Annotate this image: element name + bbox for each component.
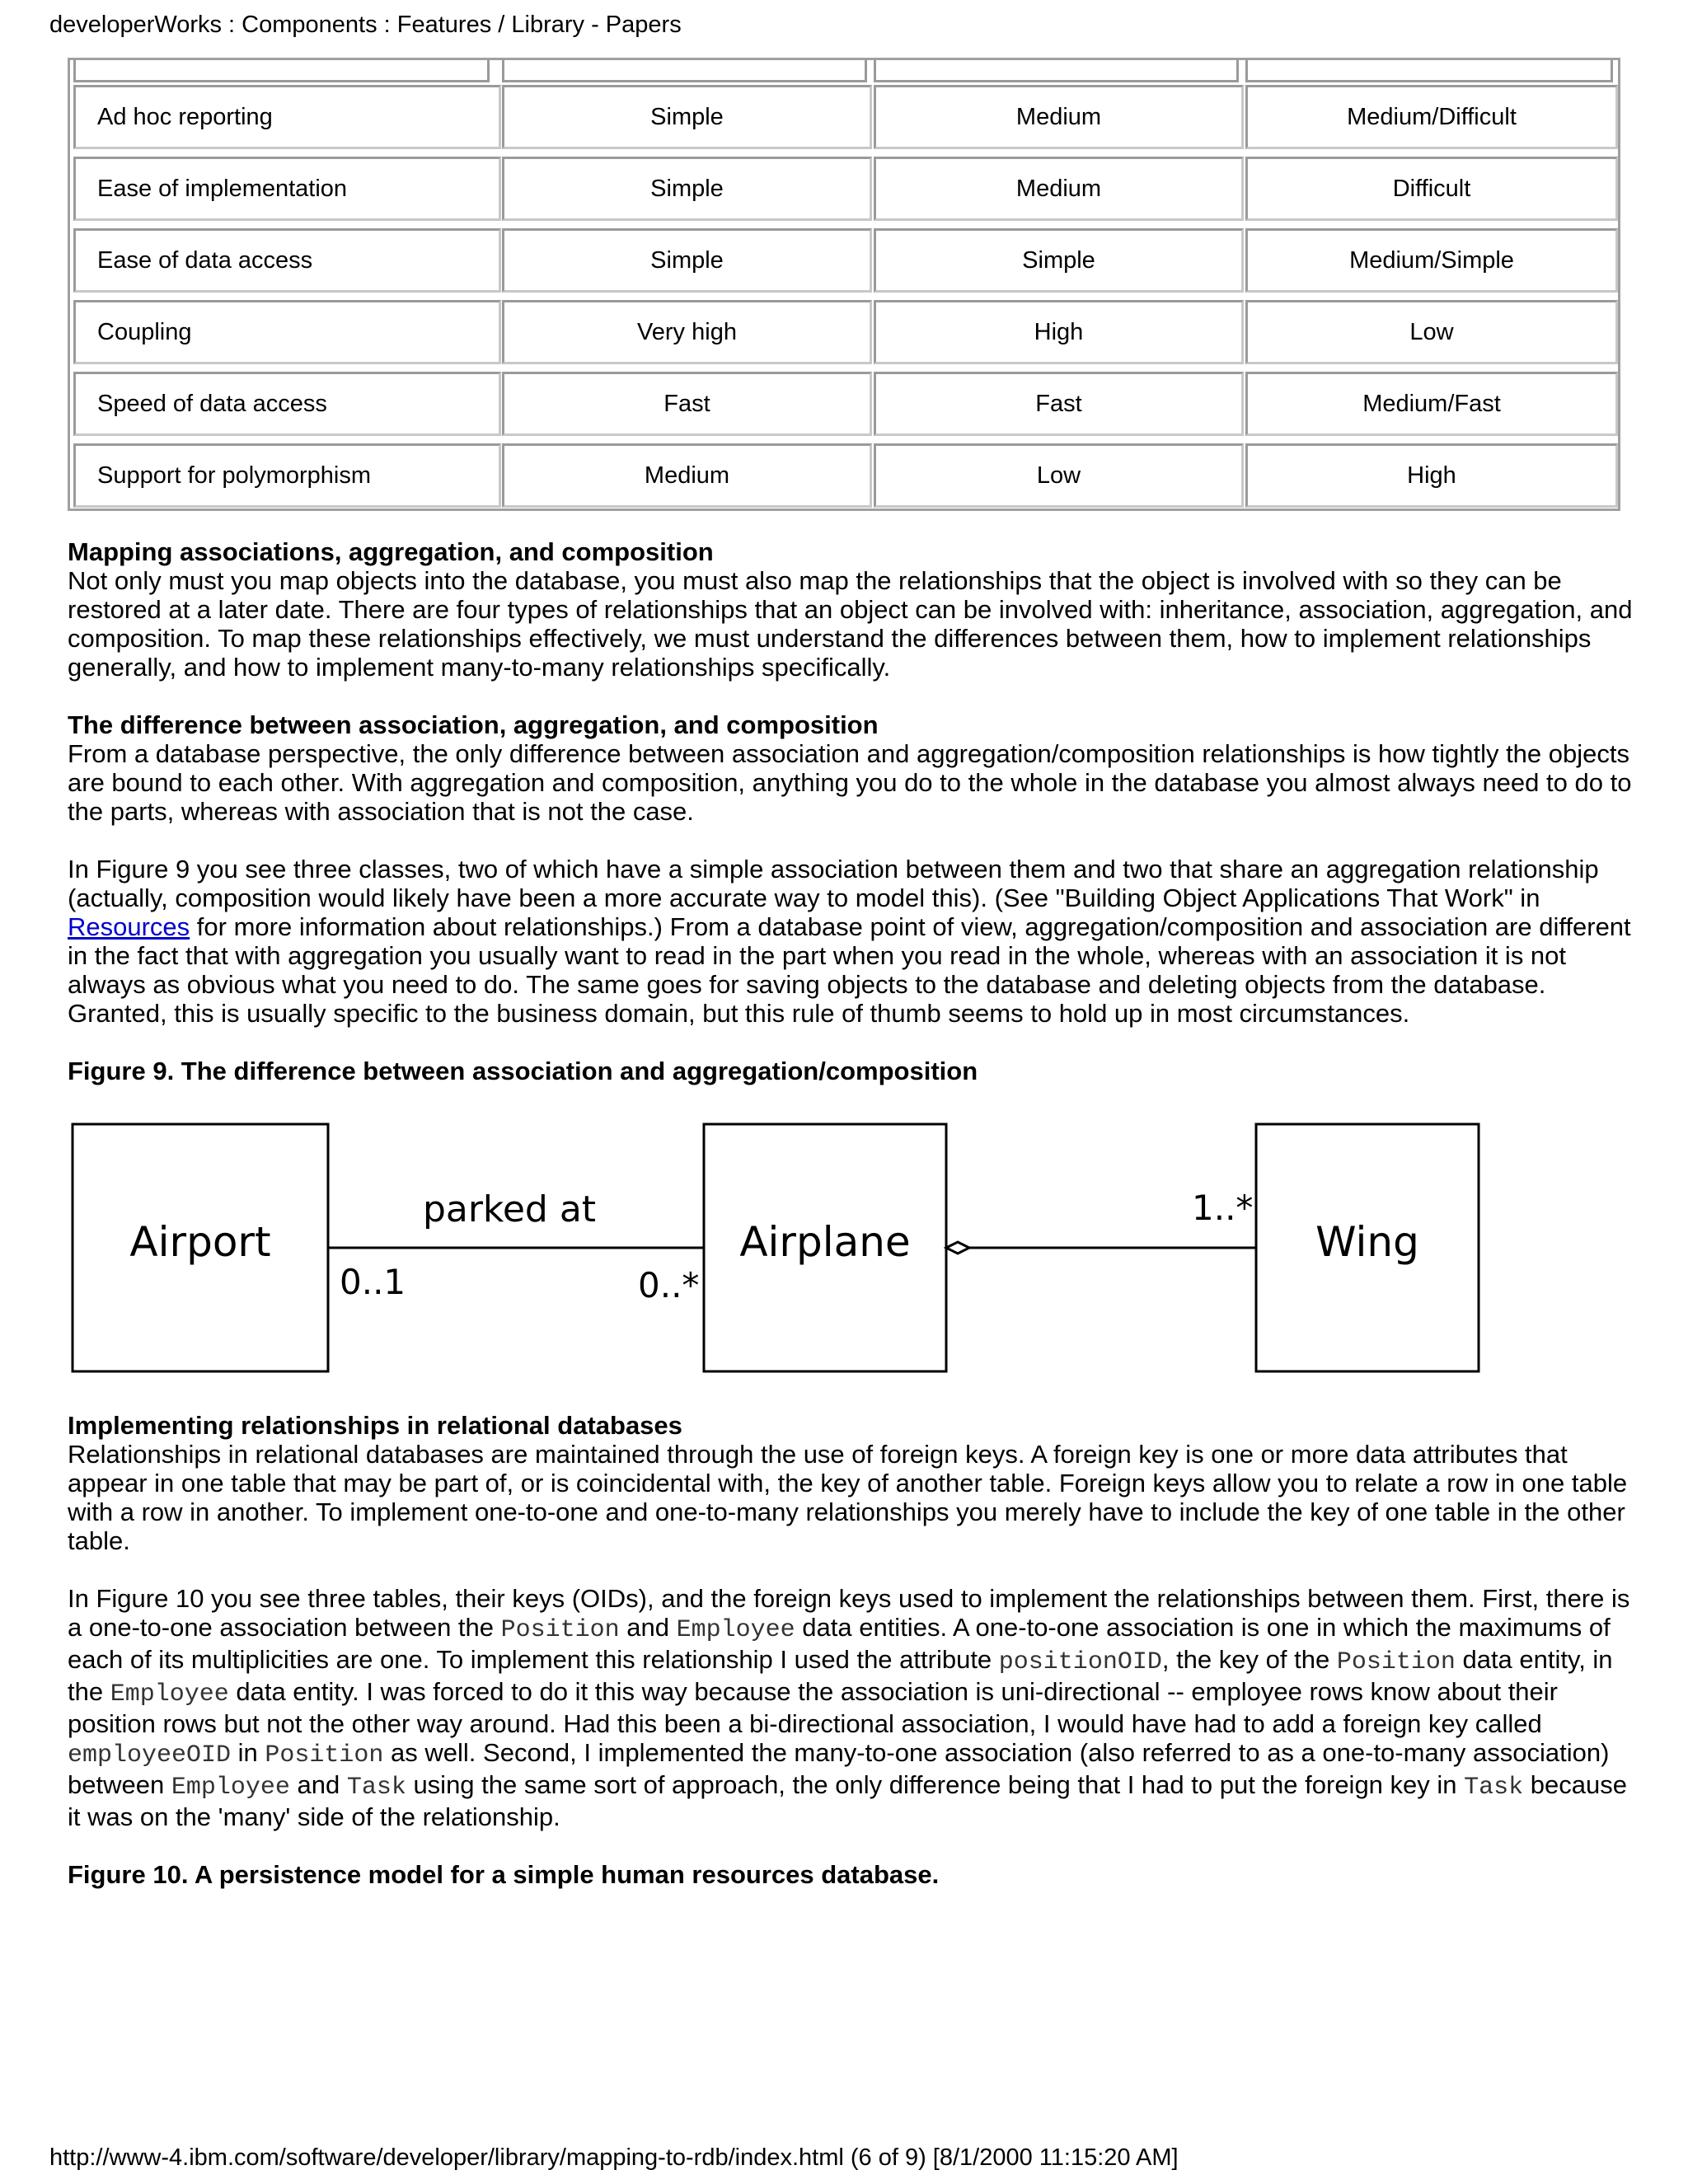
table-row — [70, 300, 1618, 371]
text-run: data entity, in the — [68, 1645, 1613, 1706]
table-cell-value-3: High — [1245, 443, 1618, 508]
table-cell-value-1: Simple — [502, 157, 872, 221]
code-term: Position — [265, 1741, 384, 1769]
code-term: Employee — [171, 1774, 290, 1802]
text-run: and — [619, 1613, 677, 1642]
text-run: using the same sort of approach, the only difference being that I had to put the foreign key in — [406, 1770, 1465, 1799]
text-run: for more information about relationships.) From a database point of view, aggregation/composition and association are different in the fact that with aggregation you usually want to read in the part when you read in the whole, whereas with an association it is not always as obvious what you need to do. The same goes for saving objects to the database and deleting objects from the database. Granted, this is usually specific to the business domain, but this rule of thumb seems to hold up in most circumstances. — [68, 912, 1631, 1028]
airplane-class-label: Airplane — [739, 1218, 911, 1266]
paragraph-implementing: Relationships in relational databases are maintained through the use of foreign keys. A foreign key is one or more data attributes that appear in one table that may be part of, or is coincidental with, the key of another table. Foreign keys allow you to relate a row in one table with a row in another. To implement one-to-one and one-to-many relationships you merely have to include the key of one table in the other table. — [68, 1440, 1628, 1555]
table-cell-feature: Ease of data access — [73, 228, 501, 293]
code-term: Position — [1336, 1648, 1456, 1676]
table-top-strip — [70, 60, 1618, 85]
text-run: as well. Second, I implemented the many-to-one association (also referred to as a one-to-many association) between — [68, 1738, 1610, 1799]
table-cell-value-1: Fast — [502, 372, 872, 436]
table-cell-value-3: Low — [1245, 300, 1618, 364]
table-cell-value-1: Simple — [502, 85, 872, 149]
text-run: and — [289, 1770, 347, 1799]
table-cell-value-1: Simple — [502, 228, 872, 293]
code-term: Position — [500, 1616, 620, 1644]
table-row — [70, 157, 1618, 227]
table-cell-value-2: Fast — [874, 372, 1244, 436]
table-row — [70, 372, 1618, 443]
text-run: because it was on the 'many' side of the relationship. — [68, 1770, 1627, 1831]
text-run: , the key of the — [1161, 1645, 1337, 1674]
text-run: data entities. A one-to-one association is one in which the maximums of each of its multiplicities are one. To implement this relationship I used the attribute — [68, 1613, 1611, 1674]
article-body — [68, 537, 1634, 1918]
table-row — [70, 228, 1618, 299]
code-term: Task — [1464, 1774, 1524, 1802]
table-row — [70, 443, 1618, 514]
page-header-breadcrumb: developerWorks : Components : Features / Library - Papers — [49, 12, 682, 38]
code-term: Task — [346, 1774, 406, 1802]
comparison-table — [68, 58, 1620, 511]
paragraph-mapping: Not only must you map objects into the database, you must also map the relationships that the object is involved with so they can be restored at a later date. There are four types of relationships that an object can be involved with: inheritance, association, aggregation, and composition. To map these relationships effectively, we must understand the differences between them, how to implement relationships generally, and how to implement many-to-many relationships specifically. — [68, 566, 1633, 682]
table-cell-feature: Support for polymorphism — [73, 443, 501, 508]
table-cell-value-1: Very high — [502, 300, 872, 364]
table-cell-value-1: Medium — [502, 443, 872, 508]
table-cell-value-3: Medium/Difficult — [1245, 85, 1618, 149]
section-heading-mapping: Mapping associations, aggregation, and composition — [68, 537, 714, 566]
table-cell-value-3: Medium/Simple — [1245, 228, 1618, 293]
figure9-title: Figure 9. The difference between association and aggregation/composition — [68, 1057, 978, 1085]
table-cell-value-2: High — [874, 300, 1244, 364]
resources-link[interactable]: Resources — [68, 912, 190, 941]
code-term: Employee — [676, 1616, 795, 1644]
table-cell-value-2: Medium — [874, 85, 1244, 149]
paragraph-figure10-intro — [68, 1584, 1634, 1831]
wing-class-label: Wing — [1315, 1218, 1419, 1266]
figure10-title: Figure 10. A persistence model for a simple human resources database. — [68, 1860, 940, 1889]
table-cell-feature: Ease of implementation — [73, 157, 501, 221]
aggregation-diamond — [946, 1242, 969, 1254]
code-term: positionOID — [998, 1648, 1162, 1676]
section-heading-difference: The difference between association, aggregation, and composition — [68, 710, 879, 739]
association-label: parked at — [422, 1188, 597, 1230]
text-run: data entity. I was forced to do it this way because the association is uni-directional -- employee rows know about their position rows but not the other way around. Had this been a bi-directional association, I would have had to add a foreign key called — [68, 1677, 1558, 1738]
page-footer-url: http://www-4.ibm.com/software/developer/library/mapping-to-rdb/index.html (6 of 9) [8/1/2000 11:15:20 AM] — [49, 2144, 1179, 2171]
table-cell-value-2: Low — [874, 443, 1244, 508]
paragraph-difference: From a database perspective, the only difference between association and aggregation/composition relationships is how tightly the objects are bound to each other. With aggregation and composition, anything you do to the whole in the database you almost always need to do to the parts, whereas with association that is not the case. — [68, 739, 1632, 826]
table-cell-value-2: Simple — [874, 228, 1244, 293]
table-cell-value-3: Medium/Fast — [1245, 372, 1618, 436]
text-run: in — [231, 1738, 265, 1767]
code-term: employeeOID — [68, 1741, 232, 1769]
code-term: Employee — [110, 1680, 229, 1708]
paragraph-figure9-intro — [68, 855, 1634, 1028]
table-cell-feature: Speed of data access — [73, 372, 501, 436]
text-run: In Figure 9 you see three classes, two of which have a simple association between them and two that share an aggregation relationship (actually, composition would likely have been a more accurate way to model this). (See "Building Object Applications That Work" in — [68, 855, 1599, 912]
airport-class-label: Airport — [129, 1218, 271, 1266]
text-run: In Figure 10 you see three tables, their keys (OIDs), and the foreign keys used to implement the relationships between them. First, there is a one-to-one association between the — [68, 1584, 1630, 1642]
multiplicity-airport: 0..1 — [340, 1262, 406, 1302]
multiplicity-airplane: 0..* — [638, 1265, 700, 1305]
table-cell-feature: Ad hoc reporting — [73, 85, 501, 149]
table-cell-feature: Coupling — [73, 300, 501, 364]
table-cell-value-2: Medium — [874, 157, 1244, 221]
table-cell-value-3: Difficult — [1245, 157, 1618, 221]
section-heading-implementing: Implementing relationships in relational databases — [68, 1411, 682, 1440]
figure9-uml-diagram — [68, 1114, 1551, 1378]
table-row — [70, 85, 1618, 156]
multiplicity-wing: 1..* — [1192, 1188, 1254, 1228]
